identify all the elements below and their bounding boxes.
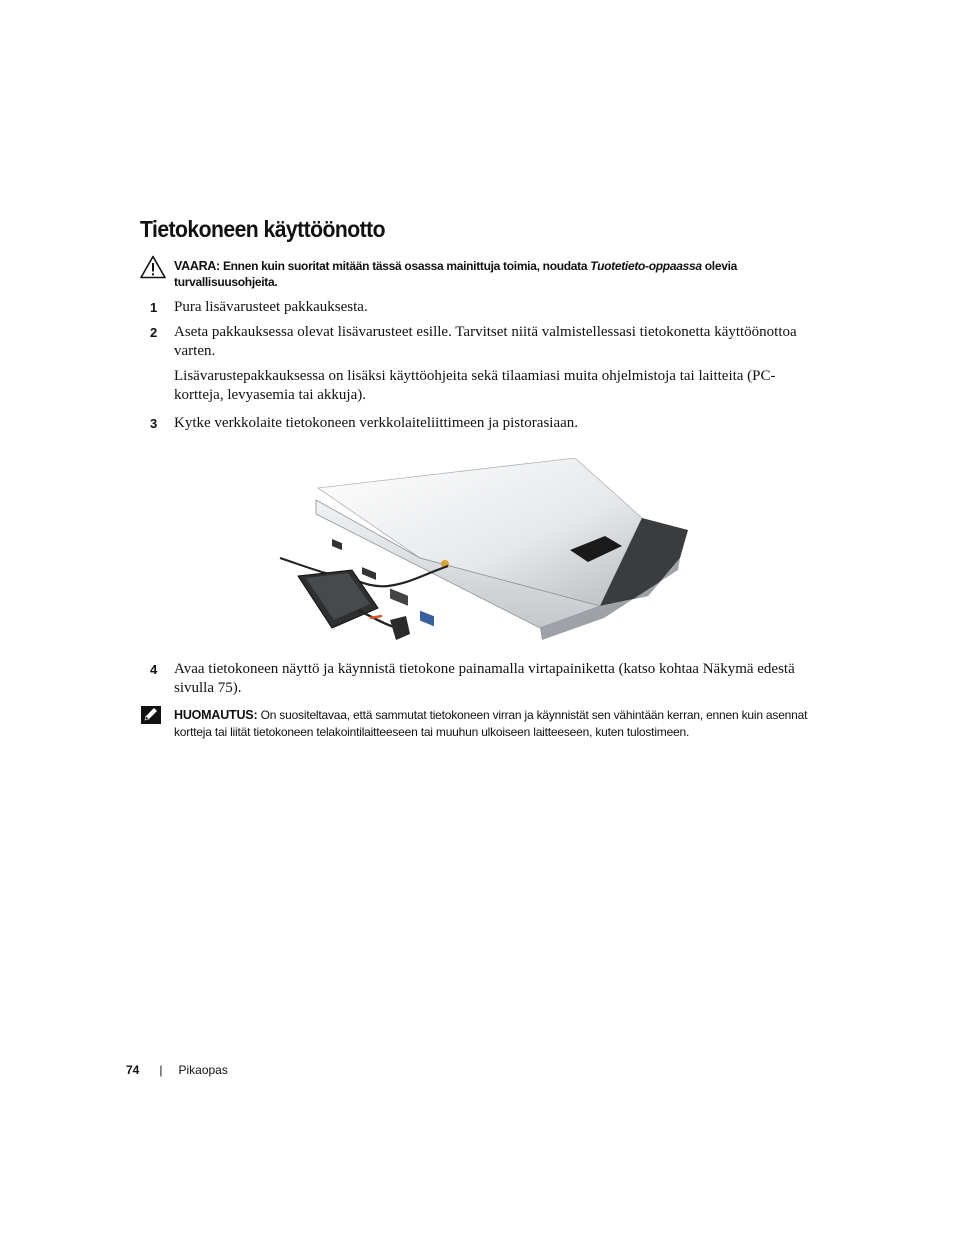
step-text: Kytke verkkolaite tietokoneen verkkolaiteliittimeen ja pistorasiaan. (174, 415, 579, 431)
laptop-adapter-illustration (270, 458, 690, 648)
page-title: Tietokoneen käyttöönotto (140, 216, 385, 242)
step-text: Aseta pakkauksessa olevat lisävarusteet esille. Tarvitset niitä valmistellessasi tietokonetta käyttöönottoa varten. (174, 324, 797, 359)
step-number: 4 (150, 662, 158, 677)
step-paragraph: Lisävarustepakkauksessa on lisäksi käyttöohjeita sekä tilaamiasi muita ohjelmistoja tai laitteita (PC-kortteja, levyasemia tai akkuja). (174, 368, 776, 403)
step-number: 2 (150, 325, 158, 340)
note-pencil-icon (140, 705, 162, 725)
warning-label: VAARA: (174, 259, 220, 273)
warning-body-end: olevia turvallisuusohjeita. (174, 259, 737, 289)
page-footer (126, 1063, 228, 1077)
warning-guide-reference: Tuotetieto-oppaassa (590, 259, 702, 273)
warning-body-start: Ennen kuin suoritat mitään tässä osassa mainittuja toimia, noudata (222, 259, 588, 273)
step-text: Avaa tietokoneen näyttö ja käynnistä tietokone painamalla virtapainiketta (katso kohtaa Näkymä edestä sivulla 75). (174, 661, 795, 696)
note-label: HUOMAUTUS: (174, 708, 258, 722)
warning-text (174, 258, 814, 290)
note-text (174, 707, 824, 741)
warning-triangle-icon (140, 255, 166, 279)
footer-section: Pikaopas (178, 1063, 228, 1077)
footer-separator: | (159, 1063, 163, 1077)
step-text: Pura lisävarusteet pakkauksesta. (174, 299, 368, 315)
step-number: 1 (150, 300, 158, 315)
page-number: 74 (126, 1063, 140, 1077)
step-number: 3 (150, 416, 158, 431)
note-body: On suositeltavaa, että sammutat tietokoneen virran ja käynnistät sen vähintään kerran, ennen kuin asennat kortteja tai liität tietokoneen telakointilaitteeseen tai muuhun ulkoiseen laitteeseen, kuten tulostimeen. (174, 708, 808, 739)
